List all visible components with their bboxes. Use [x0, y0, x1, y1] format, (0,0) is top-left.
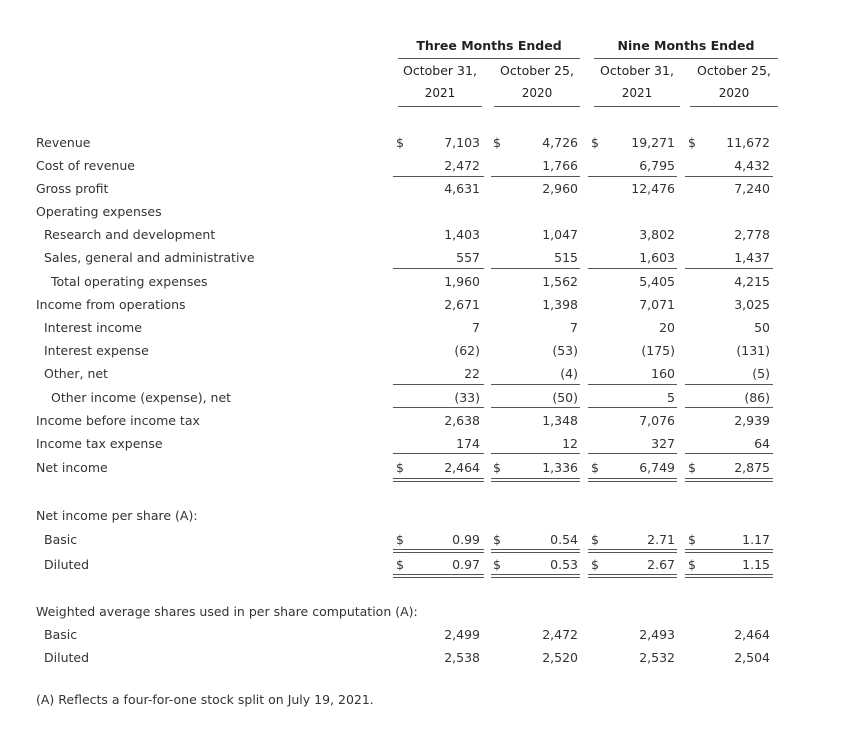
subtotal-rule [491, 268, 580, 269]
table-row-income-before-tax [0, 409, 851, 431]
cell-value: 2.71 [647, 532, 675, 547]
column-year-2: 2020 [494, 86, 580, 107]
cell-value: (62) [454, 343, 480, 358]
table-row-sga [0, 246, 851, 268]
currency-symbol: $ [591, 557, 599, 572]
cell-value: (86) [744, 390, 770, 405]
currency-symbol: $ [591, 135, 599, 150]
cell-value: 2,493 [639, 627, 675, 642]
cell-value: 2,960 [542, 181, 578, 196]
currency-symbol: $ [493, 135, 501, 150]
cell-value: 2,532 [639, 650, 675, 665]
table-row-total-operating-expenses [0, 270, 851, 292]
cell-value: 1,960 [444, 274, 480, 289]
cell-value: 2,464 [734, 627, 770, 642]
subtotal-rule [685, 384, 773, 385]
cell-value: 7 [570, 320, 578, 335]
table-row-income-from-operations [0, 293, 851, 315]
cell-value: (5) [752, 366, 770, 381]
subtotal-rule [588, 453, 677, 454]
row-label: Basic [44, 627, 78, 642]
table-row-shares-heading [0, 600, 851, 622]
cell-value: 6,795 [639, 158, 675, 173]
cell-value: 3,025 [734, 297, 770, 312]
total-double-rule [393, 574, 484, 578]
column-date-1: October 31, [403, 63, 477, 78]
row-label: Diluted [44, 557, 90, 572]
cell-value: 557 [456, 250, 480, 265]
subtotal-rule [588, 268, 677, 269]
cell-value: (53) [552, 343, 578, 358]
currency-symbol: $ [396, 532, 404, 547]
cell-value: 2,499 [444, 627, 480, 642]
cell-value: 50 [754, 320, 770, 335]
cell-value: 0.99 [452, 532, 480, 547]
cell-value: 1,403 [444, 227, 480, 242]
table-row-net-income [0, 456, 851, 478]
cell-value: 1.15 [742, 557, 770, 572]
column-date-4: October 25, [697, 63, 771, 78]
column-year-1: 2021 [398, 86, 482, 107]
cell-value: 515 [554, 250, 578, 265]
cell-value: 174 [456, 436, 480, 451]
table-row-cost-of-revenue [0, 154, 851, 176]
row-label: Basic [44, 532, 78, 547]
subtotal-rule [491, 453, 580, 454]
column-date-3: October 31, [600, 63, 674, 78]
cell-value: 327 [651, 436, 675, 451]
footnote: (A) Reflects a four-for-one stock split on July 19, 2021. [36, 692, 374, 707]
subtotal-rule [685, 268, 773, 269]
cell-value: 1,437 [734, 250, 770, 265]
nine-months-header: Nine Months Ended [594, 38, 778, 59]
cell-value: 0.54 [550, 532, 578, 547]
row-label: Interest income [44, 320, 142, 335]
table-row-eps-diluted [0, 553, 851, 575]
currency-symbol: $ [591, 460, 599, 475]
cell-value: (4) [560, 366, 578, 381]
row-label: Total operating expenses [51, 274, 208, 289]
row-label: Income from operations [36, 297, 186, 312]
table-row-shares-diluted [0, 646, 851, 668]
table-row-revenue [0, 131, 851, 153]
row-label: Diluted [44, 650, 90, 665]
cell-value: 1.17 [742, 532, 770, 547]
row-label: Net income per share (A): [36, 508, 198, 523]
table-row-eps-basic [0, 528, 851, 550]
row-label: Sales, general and administrative [44, 250, 255, 265]
column-year-4: 2020 [690, 86, 778, 107]
currency-symbol: $ [396, 135, 404, 150]
cell-value: 5,405 [639, 274, 675, 289]
table-row-eps-heading [0, 504, 851, 526]
currency-symbol: $ [688, 460, 696, 475]
cell-value: 1,336 [542, 460, 578, 475]
subtotal-rule [491, 407, 580, 408]
cell-value: 22 [464, 366, 480, 381]
cell-value: 64 [754, 436, 770, 451]
cell-value: 7,103 [444, 135, 480, 150]
cell-value: 4,631 [444, 181, 480, 196]
subtotal-rule [588, 407, 677, 408]
cell-value: 2,472 [444, 158, 480, 173]
currency-symbol: $ [688, 135, 696, 150]
cell-value: 7,071 [639, 297, 675, 312]
cell-value: 7 [472, 320, 480, 335]
row-label: Income tax expense [36, 436, 163, 451]
cell-value: 3,802 [639, 227, 675, 242]
subtotal-rule [393, 268, 484, 269]
cell-value: 4,432 [734, 158, 770, 173]
cell-value: 4,215 [734, 274, 770, 289]
three-months-header: Three Months Ended [398, 38, 580, 59]
cell-value: (50) [552, 390, 578, 405]
currency-symbol: $ [396, 557, 404, 572]
currency-symbol: $ [493, 532, 501, 547]
row-label: Interest expense [44, 343, 149, 358]
cell-value: 160 [651, 366, 675, 381]
cell-value: 5 [667, 390, 675, 405]
cell-value: (131) [736, 343, 770, 358]
cell-value: 2,875 [734, 460, 770, 475]
subtotal-rule [685, 407, 773, 408]
cell-value: 1,603 [639, 250, 675, 265]
row-label: Net income [36, 460, 108, 475]
cell-value: 2,939 [734, 413, 770, 428]
cell-value: 2,538 [444, 650, 480, 665]
row-label: Other income (expense), net [51, 390, 232, 405]
currency-symbol: $ [591, 532, 599, 547]
currency-symbol: $ [396, 460, 404, 475]
total-double-rule [588, 574, 677, 578]
table-row-shares-basic [0, 623, 851, 645]
row-label: Operating expenses [36, 204, 162, 219]
total-double-rule [685, 478, 773, 482]
cell-value: 0.97 [452, 557, 480, 572]
cell-value: 1,562 [542, 274, 578, 289]
table-row-other-income-expense-net [0, 386, 851, 408]
row-label: Revenue [36, 135, 91, 150]
table-row-interest-income [0, 316, 851, 338]
cell-value: 2,778 [734, 227, 770, 242]
cell-value: 12,476 [631, 181, 675, 196]
table-row-gross-profit [0, 177, 851, 199]
cell-value: 2,638 [444, 413, 480, 428]
currency-symbol: $ [688, 532, 696, 547]
cell-value: 2,520 [542, 650, 578, 665]
cell-value: 1,047 [542, 227, 578, 242]
column-year-3: 2021 [594, 86, 680, 107]
row-label: Income before income tax [36, 413, 200, 428]
table-row-operating-expenses [0, 200, 851, 222]
cell-value: 11,672 [726, 135, 770, 150]
column-date-2: October 25, [500, 63, 574, 78]
currency-symbol: $ [688, 557, 696, 572]
cell-value: 2.67 [647, 557, 675, 572]
row-label: Weighted average shares used in per share computation (A): [36, 604, 418, 619]
table-row-research-development [0, 223, 851, 245]
cell-value: 7,240 [734, 181, 770, 196]
total-double-rule [588, 478, 677, 482]
subtotal-rule [685, 453, 773, 454]
cell-value: 1,398 [542, 297, 578, 312]
cell-value: 19,271 [631, 135, 675, 150]
cell-value: 0.53 [550, 557, 578, 572]
row-label: Other, net [44, 366, 108, 381]
subtotal-rule [588, 384, 677, 385]
cell-value: 12 [562, 436, 578, 451]
cell-value: 2,472 [542, 627, 578, 642]
cell-value: 2,464 [444, 460, 480, 475]
subtotal-rule [393, 453, 484, 454]
currency-symbol: $ [493, 557, 501, 572]
cell-value: (33) [454, 390, 480, 405]
total-double-rule [491, 574, 580, 578]
cell-value: 1,348 [542, 413, 578, 428]
table-row-other-net [0, 362, 851, 384]
table-row-income-tax-expense [0, 432, 851, 454]
row-label: Cost of revenue [36, 158, 135, 173]
subtotal-rule [393, 384, 484, 385]
cell-value: 7,076 [639, 413, 675, 428]
total-double-rule [393, 478, 484, 482]
currency-symbol: $ [493, 460, 501, 475]
row-label: Gross profit [36, 181, 109, 196]
cell-value: 4,726 [542, 135, 578, 150]
cell-value: 20 [659, 320, 675, 335]
cell-value: 2,504 [734, 650, 770, 665]
row-label: Research and development [44, 227, 216, 242]
subtotal-rule [491, 384, 580, 385]
table-row-interest-expense [0, 339, 851, 361]
cell-value: (175) [641, 343, 675, 358]
total-double-rule [685, 574, 773, 578]
cell-value: 6,749 [639, 460, 675, 475]
total-double-rule [491, 478, 580, 482]
cell-value: 2,671 [444, 297, 480, 312]
cell-value: 1,766 [542, 158, 578, 173]
subtotal-rule [393, 407, 484, 408]
